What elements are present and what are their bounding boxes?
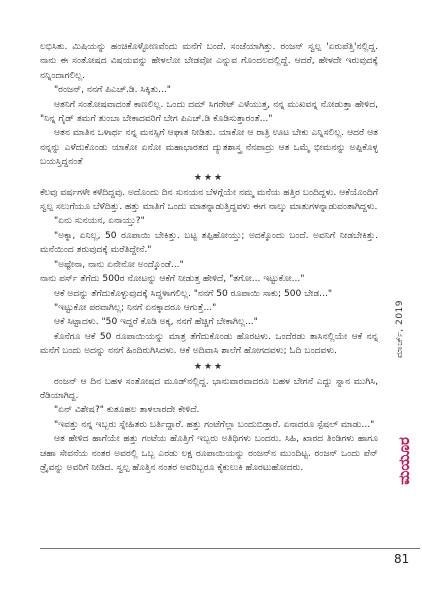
paragraph: ಆತ ಹೇಳಿದ ಹಾಗೆಯೇ ಹತ್ತು ಗಂಟೆಯ ಹೊತ್ತಿಗೆ ಇಬ್ಬರು ಅತಿಥಿಗಳು ಬಂದರು. ಸಿಹಿ, ಖಾರದ ತಿಂಡಿಗಳು ಹಾಗೂ ಚಹಾ ಸೇವನೆಯ ನಂತರ ಅವರಲ್ಲಿ ಒಬ್ಬ ಎರಡು ಲಕ್ಷ ರೂಪಾಯಿಯನ್ನು ರಂಜನ್‌ನ ಮುಂದಿಟ್ಟ. ರಂಜನ್ ಒಂದು ಪೆನ್ ಡ್ರೈವನ್ನು ಅವರಿಗೆ ನೀಡಿದ. ಸ್ವಲ್ಪ ಹೊತ್ತಿನ ನಂತರ ಅವರಿಬ್ಬರೂ ಕೈಕುಲುಕಿ ಹೊರಟುಹೋದರು. — [40, 434, 378, 473]
paragraph: ಆತನಿಗೆ ಸಂತೋಷವಾದಂತೆ ಕಾಣಲಿಲ್ಲ. ಒಂದು ದಮ್ ಸಿಗರೇಟ್ ಎಳೆಯುತ್ತ, ನನ್ನ ಮುಖವನ್ನ ನೋಡುತ್ತಾ ಹೇಳಿದ, "ನಿನ್ನ ಗೈಡ್ ತಮಗೆ ತುಂಬಾ ಬೇಕಾದವರಿಗೆ ಬೇಗ ಪಿಎಚ್.ಡಿ ಕೊಡಿಸುತ್ತಾರಂತೆ..." — [40, 99, 378, 125]
paragraph: ರಂಜನ್ ಆ ದಿನ ಬಹಳ ಸಂತೋಷದ ಮೂಡ್‌ನಲ್ಲಿದ್ದ. ಭಾನುವಾರವಾದರೂ ಬಹಳ ಬೇಗನೆ ಎದ್ದು ಸ್ನಾನ ಮುಗಿಸಿ, ರೆಡಿಯಾಗಿದ್ದ. — [40, 376, 378, 401]
paragraph: "ಇವತ್ತು ನನ್ನ ಇಬ್ಬರು ಸ್ನೇಹಿತರು ಬರ್ತಿದ್ದಾರೆ. ಹತ್ತು ಗಂಟೆಗೆಲ್ಲಾ ಬಂದುಬಿಡ್ತಾರೆ. ಏನಾದರೂ ಸ್ಪೆಷಲ್ ಮಾಡು..." — [54, 419, 375, 430]
paragraph: ಲಭಿಸಿತು. ಮಿಷಿಯನ್ನು ಹಂಚಿಕೊಳ್ಳೋಣವೆಂದು ಮನೆಗೆ ಬಂದೆ. ಸಂಜೆಯಾಗಿತ್ತು. ರಂಜನ್ ಸ್ವಲ್ಪ 'ಏರುಪೆತ್ತಿ'ನಲ್ಲಿದ್ದ. ನಾನು ಈ ಸಂತೋಷದ ವಿಷಯವನ್ನು ಹೇಳಲೋ ಬೇಡವೋ ಎನ್ನುವ ಗೊಂದಲದಲ್ಲಿದ್ದೆ. ಆದರೆ, ಹೇಳದೇ ಇರುವುದಕ್ಕೆ ನನ್ನಿಂದಾಗಲಿಲ್ಲ. — [40, 42, 378, 81]
magazine-logo — [392, 435, 416, 487]
paragraph: "ರಂಜನ್, ನನಗೆ ಪಿಎಚ್.ಡಿ. ಸಿಕ್ಕಿತು..." — [54, 85, 171, 96]
section-separator: ★★★ — [193, 361, 225, 372]
section-separator: ★★★ — [193, 172, 225, 183]
footer-rule — [40, 548, 420, 549]
article-column — [40, 40, 378, 475]
paragraph: ಆತನ ಮಾತಿನ ಒಳಾರ್ಥ ನನ್ನ ಮನಸ್ಸಿಗೆ ಆಘಾತ ನೀಡಿತು. ಯಾಕೋ ಆ ರಾತ್ರಿ ಊಟ ಬೇಕು ಎನ್ನಿಸಲಿಲ್ಲ. ಆದರೆ ಆತ ನನ್ನನ್ನು ಎಳೆದುಕೊಂಡು ಯಾಕೋ ಏನೋ ಮಹಾಭಾರತದ ದ್ಯುತಶಾಸ್ತ್ರ ನೆನಪಾದ್ರು ಆತ ಒಮ್ಮೆ ಭೀಮನನ್ನು ಅಪ್ಪಿಕೊಳ್ಳ ಬಯಸ್ತಿದ್ದನಂತೆ — [40, 128, 378, 168]
paragraph: ಕೊನೆಗೂ ಆಕೆ 50 ರೂಪಾಯಿಯನ್ನು ಮಾತ್ರ ತೆಗೆದುಕೊಂಡು ಹೊರಟಳು. ಒಂದೆರಡು ತಾಸಿನಲ್ಲಿಯೇ ಆಕೆ ನನ್ನ ಮನೆಗೆ ಬಂದು ಅದನ್ನು ನನಗೆ ಹಿಂದಿರುಗಿಸಿದಳು. ಆಕೆ ಅದಿವಾಸಿ ಶಾಲೆಗೆ ಹೋಗದವಳು; ಓದಿ ಬಂದವಳು. — [40, 331, 378, 357]
paragraph: ಆಕೆ ಅದನ್ನು ತೆಗೆದುಕೊಳ್ಳುವುದಕ್ಕೆ ಸಿದ್ಧಳಾಗಲಿಲ್ಲ. "ನನಗೆ 50 ರೂಪಾಯಿ ಸಾಕು; 500 ಬೇಡ..." — [54, 288, 333, 299]
paragraph: ಕೆಲವು ವರ್ಷಗಳೇ ಕಳೆದಿದ್ದವು. ಅದೊಂದು ದಿನ ಸುನಯನ ಬೆಳಗ್ಗೆಯೇ ನಮ್ಮ ಮನೆಯ ಹತ್ತಿರ ಬಂದಿದ್ದಳು. ಆಕೆಯೊಂದಿಗೆ ಸ್ವಲ್ಪ ಸಲುಗೆಯೂ ಬೆಳೆದಿತ್ತು. ಹತ್ತು ಮಾತಿಗೆ ಒಂದು ಮಾತನ್ನಾಡುತ್ತಿದ್ದವಳು ಈಗ ನಾಲ್ಕು ಮಾತುಗಳನ್ನಾಡುವಂತಾಗಿದ್ದಳು. — [40, 187, 378, 213]
paragraph: "ಅಕ್ಕಾ, ಏನಿಲ್ಲ, 50 ರೂಪಾಯಿ ಬೇಕಿತ್ತು. ಬಟ್ಟ ತಪ್ಪಿಹೋಯ್ತು; ಅದಕ್ಕೊಂದು ಬಂದೆ. ಅವನಿಗೆ ನೀಡಬೇಕಿತ್ತು. ಮನೆಯಿಂದ ತರುವುದಕ್ಕೆ ಮರೆತಿದ್ದೇನೆ." — [40, 230, 378, 256]
magazine-logo-text: ಮಯೂರ — [395, 437, 413, 485]
paragraph: ನಾನು ಪರ್ಸ್ ತೆಗೆದು 500ರ ನೋಟನ್ನು ಆಕೆಗೆ ನೀಡುತ್ತ ಹೇಳಿದೆ, "ತಗೋ... ಇಟ್ಟುಕೋ..." — [40, 274, 305, 285]
paragraph: "ಏನ್ ವಿಶೇಷ?" ಕುತೂಹಲ ತಾಳಲಾರದೇ ಕೇಳಿದೆ. — [54, 405, 200, 416]
paragraph: ಆಕೆ ಸಿಟ್ಟಾದಳು. "50 ಇದ್ದರೆ ಕೊಡಿ ಅಕ್ಕ, ನನಗೆ ಹೆಚ್ಚಿಗೆ ಬೇಕಾಗಿಲ್ಲ..." — [54, 317, 258, 328]
sidebar-strip — [389, 0, 422, 600]
issue-date: ಮಾರ್ಚ್, 2019 — [395, 300, 405, 359]
paragraph: "ಇಟ್ಟುಕೋ ಪರವಾಗಿಲ್ಲ; ನಿನಗೆ ಏನಕ್ಕಾದರೂ ಆಗುತ್ತೆ..." — [54, 302, 217, 313]
page-number: 81 — [394, 552, 410, 566]
paragraph: "ಅಷ್ಟೇನಾ, ನಾನು ಏನೇನೋ ಅಂದ್ಕೊಂಡೆ..." — [54, 259, 184, 270]
paragraph: "ಏನು ಸುನಯನ, ಏನಾಯ್ತು?" — [54, 216, 145, 227]
